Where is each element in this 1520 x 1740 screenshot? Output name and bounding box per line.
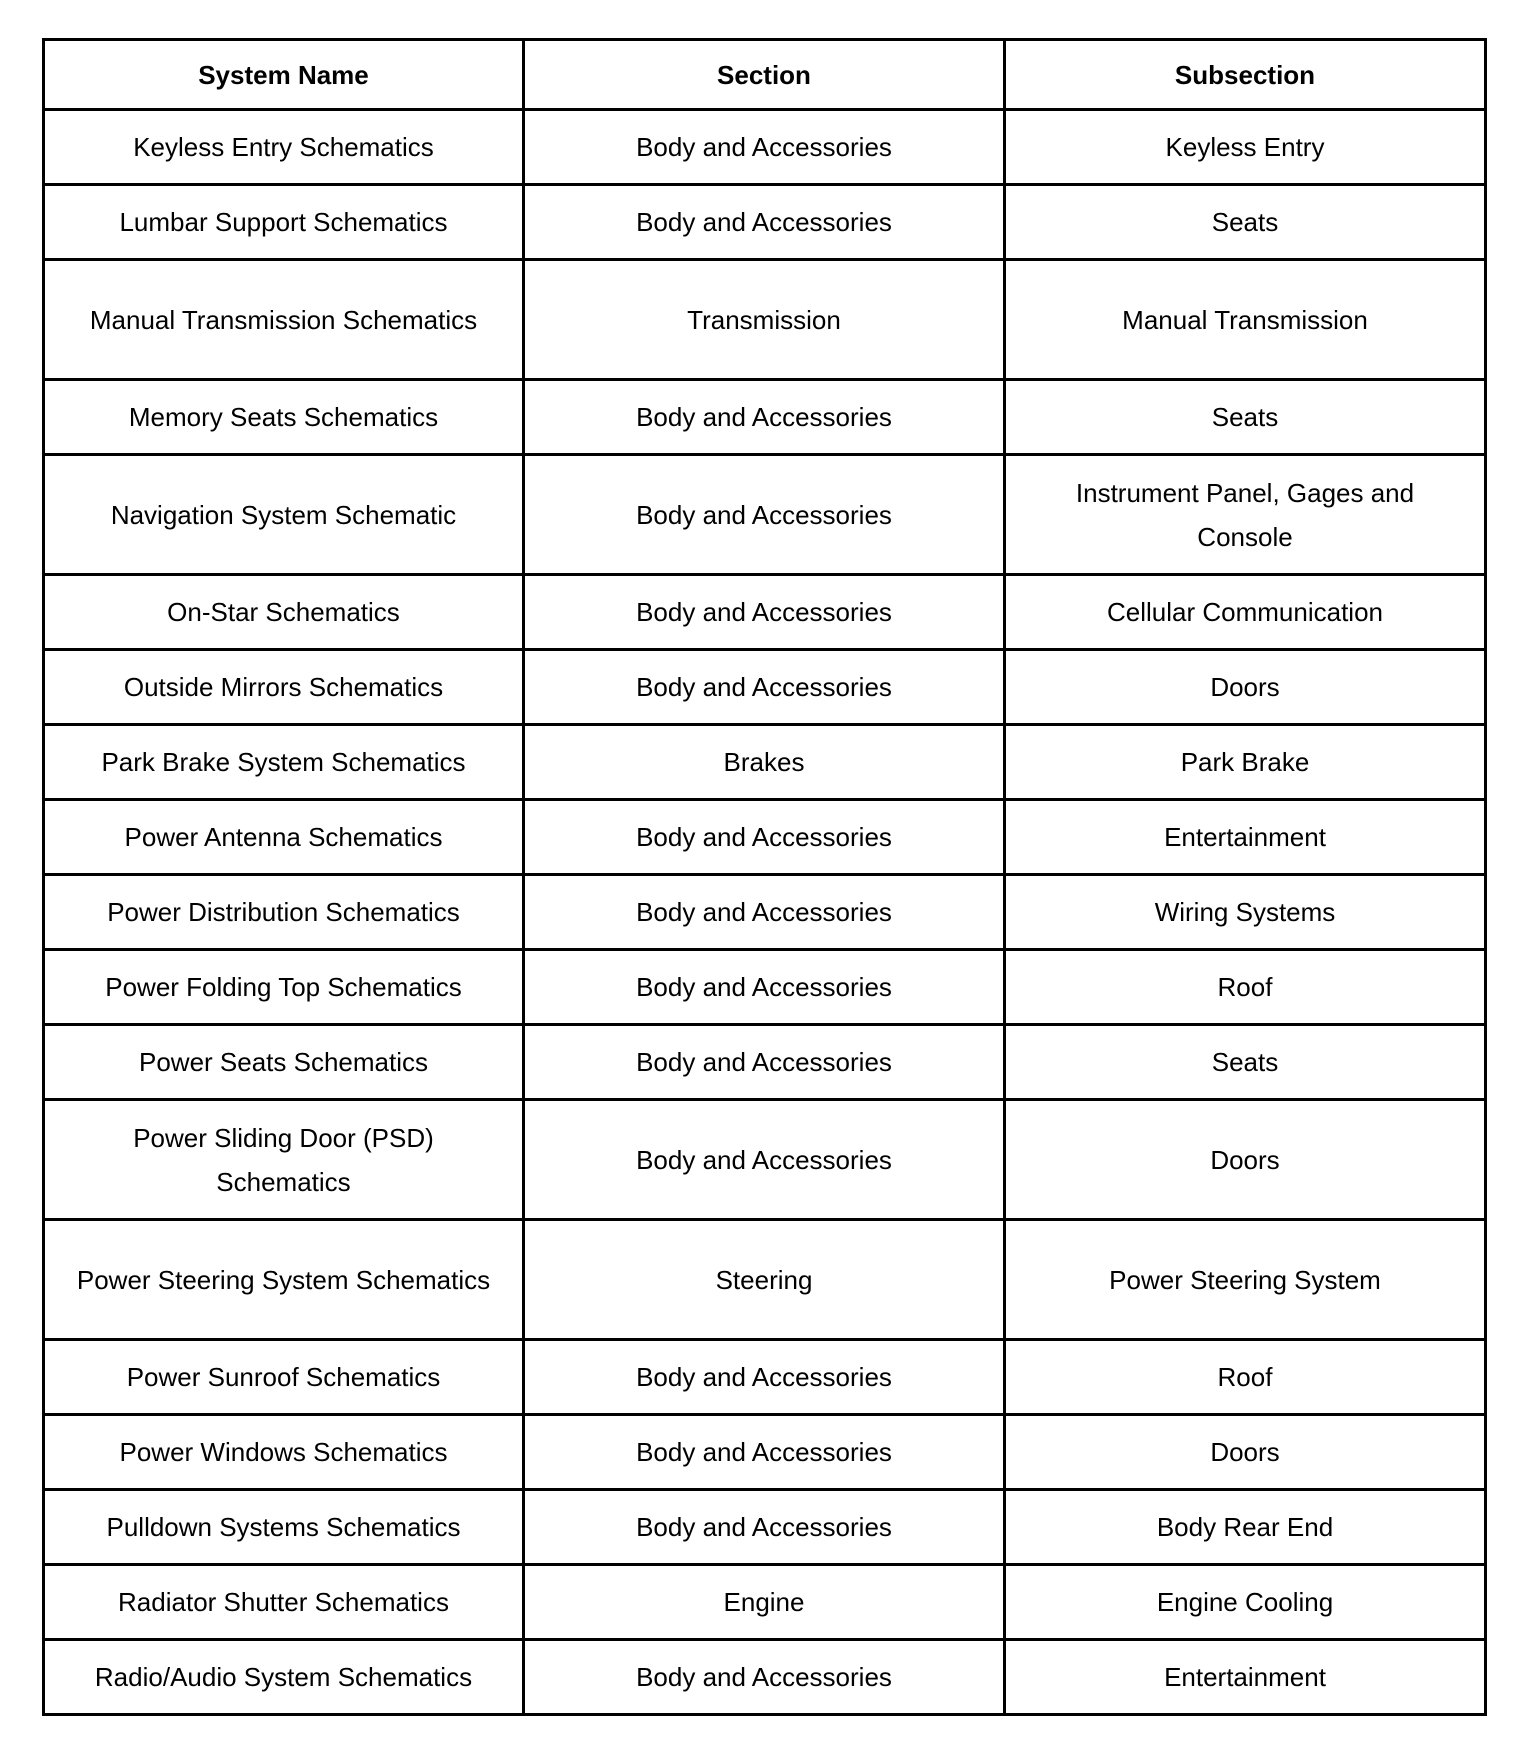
table-row xyxy=(44,1490,1486,1565)
cell-section: Body and Accessories xyxy=(524,110,1005,185)
cell-section: Body and Accessories xyxy=(524,1415,1005,1490)
cell-section: Body and Accessories xyxy=(524,1100,1005,1220)
table-row xyxy=(44,1025,1486,1100)
table-row xyxy=(44,650,1486,725)
cell-section: Body and Accessories xyxy=(524,950,1005,1025)
cell-system-name: Manual Transmission Schematics xyxy=(44,260,524,380)
cell-subsection: Body Rear End xyxy=(1005,1490,1486,1565)
cell-subsection: Keyless Entry xyxy=(1005,110,1486,185)
table-row xyxy=(44,455,1486,575)
cell-section: Body and Accessories xyxy=(524,875,1005,950)
table-row xyxy=(44,875,1486,950)
cell-system-name: Power Antenna Schematics xyxy=(44,800,524,875)
cell-system-name: Radio/Audio System Schematics xyxy=(44,1640,524,1715)
cell-system-name: Lumbar Support Schematics xyxy=(44,185,524,260)
cell-subsection: Seats xyxy=(1005,185,1486,260)
table-row xyxy=(44,185,1486,260)
cell-subsection: Roof xyxy=(1005,1340,1486,1415)
table-row xyxy=(44,110,1486,185)
cell-system-name: Pulldown Systems Schematics xyxy=(44,1490,524,1565)
cell-system-name: Navigation System Schematic xyxy=(44,455,524,575)
cell-system-name: Power Sunroof Schematics xyxy=(44,1340,524,1415)
cell-section: Transmission xyxy=(524,260,1005,380)
cell-subsection: Cellular Communication xyxy=(1005,575,1486,650)
table-row xyxy=(44,380,1486,455)
table-row xyxy=(44,1220,1486,1340)
cell-subsection: Roof xyxy=(1005,950,1486,1025)
cell-system-name: Radiator Shutter Schematics xyxy=(44,1565,524,1640)
cell-section: Brakes xyxy=(524,725,1005,800)
cell-subsection: Seats xyxy=(1005,380,1486,455)
header-section: Section xyxy=(524,40,1005,110)
cell-subsection: Entertainment xyxy=(1005,1640,1486,1715)
cell-section: Body and Accessories xyxy=(524,455,1005,575)
cell-system-name: Power Steering System Schematics xyxy=(44,1220,524,1340)
cell-section: Steering xyxy=(524,1220,1005,1340)
cell-subsection: Engine Cooling xyxy=(1005,1565,1486,1640)
table-row xyxy=(44,1415,1486,1490)
cell-system-name: Power Windows Schematics xyxy=(44,1415,524,1490)
cell-section: Body and Accessories xyxy=(524,1640,1005,1715)
cell-section: Body and Accessories xyxy=(524,1490,1005,1565)
header-system-name: System Name xyxy=(44,40,524,110)
table-row xyxy=(44,1340,1486,1415)
cell-system-name: Power Folding Top Schematics xyxy=(44,950,524,1025)
cell-system-name: Memory Seats Schematics xyxy=(44,380,524,455)
table-row xyxy=(44,1640,1486,1715)
table-row xyxy=(44,575,1486,650)
cell-subsection: Doors xyxy=(1005,650,1486,725)
cell-system-name: Power Seats Schematics xyxy=(44,1025,524,1100)
cell-system-name: Power Distribution Schematics xyxy=(44,875,524,950)
schematics-table xyxy=(42,38,1487,1716)
cell-subsection: Seats xyxy=(1005,1025,1486,1100)
table-row xyxy=(44,725,1486,800)
cell-section: Body and Accessories xyxy=(524,1340,1005,1415)
cell-subsection: Power Steering System xyxy=(1005,1220,1486,1340)
cell-subsection: Park Brake xyxy=(1005,725,1486,800)
cell-system-name: On-Star Schematics xyxy=(44,575,524,650)
cell-system-name: Power Sliding Door (PSD) Schematics xyxy=(44,1100,524,1220)
table-header-row xyxy=(44,40,1486,110)
cell-system-name: Outside Mirrors Schematics xyxy=(44,650,524,725)
cell-section: Body and Accessories xyxy=(524,575,1005,650)
table-row xyxy=(44,1100,1486,1220)
cell-subsection: Entertainment xyxy=(1005,800,1486,875)
cell-subsection: Manual Transmission xyxy=(1005,260,1486,380)
cell-subsection: Wiring Systems xyxy=(1005,875,1486,950)
cell-section: Engine xyxy=(524,1565,1005,1640)
cell-section: Body and Accessories xyxy=(524,800,1005,875)
cell-section: Body and Accessories xyxy=(524,650,1005,725)
table-row xyxy=(44,950,1486,1025)
cell-subsection: Instrument Panel, Gages and Console xyxy=(1005,455,1486,575)
cell-system-name: Keyless Entry Schematics xyxy=(44,110,524,185)
cell-system-name: Park Brake System Schematics xyxy=(44,725,524,800)
table-row xyxy=(44,1565,1486,1640)
cell-subsection: Doors xyxy=(1005,1415,1486,1490)
cell-subsection: Doors xyxy=(1005,1100,1486,1220)
table-row xyxy=(44,800,1486,875)
header-subsection: Subsection xyxy=(1005,40,1486,110)
cell-section: Body and Accessories xyxy=(524,185,1005,260)
cell-section: Body and Accessories xyxy=(524,1025,1005,1100)
cell-section: Body and Accessories xyxy=(524,380,1005,455)
table-row xyxy=(44,260,1486,380)
